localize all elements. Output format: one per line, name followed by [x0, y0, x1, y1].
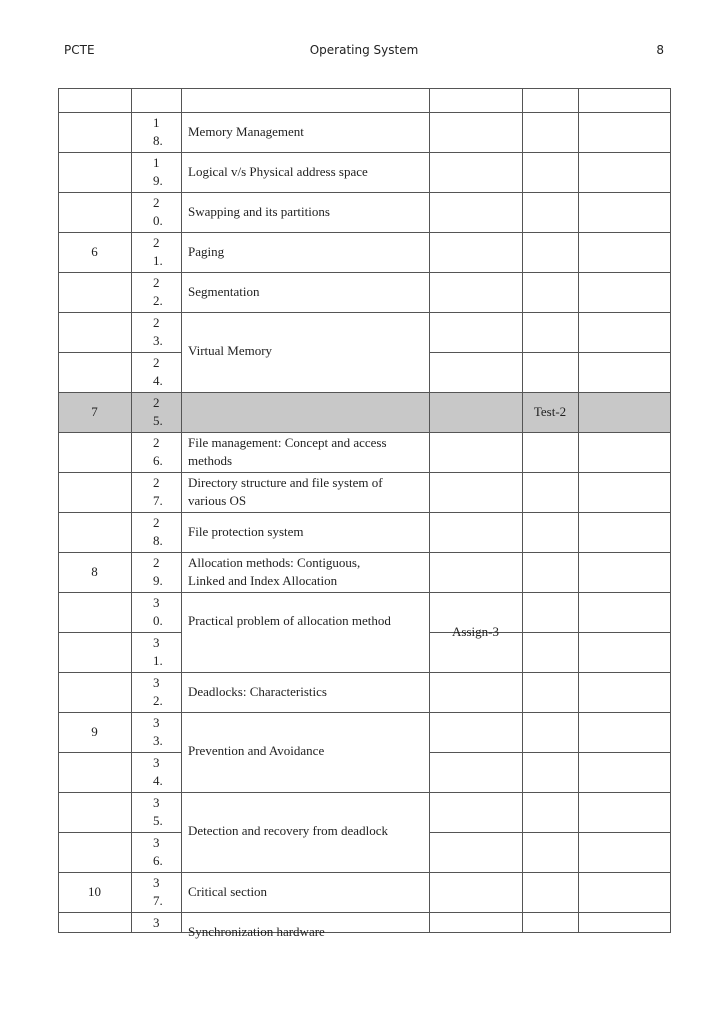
schedule-cell: [429, 152, 523, 193]
schedule-cell: [578, 152, 671, 193]
week-cell: [58, 152, 132, 193]
lecture-number: 2 9.: [153, 555, 163, 588]
schedule-cell: [578, 792, 671, 833]
topic-text: Swapping and its partitions: [188, 204, 330, 219]
schedule-cell: [522, 112, 579, 153]
schedule-cell: [578, 632, 671, 673]
week-number: 9: [91, 724, 98, 739]
header-cell: [58, 88, 132, 113]
topic-text: Synchronization hardware: [188, 924, 325, 939]
schedule-cell: [578, 712, 671, 753]
schedule-cell: [578, 912, 671, 933]
topic-text: Deadlocks: Characteristics: [188, 684, 327, 699]
topic-text: Practical problem of allocation method: [188, 613, 391, 628]
schedule-cell: [578, 592, 671, 633]
schedule-cell: [429, 712, 523, 753]
header-cell: [578, 88, 671, 113]
lecture-number: 3 1.: [153, 635, 163, 668]
schedule-cell: [429, 192, 523, 233]
week-cell: [58, 752, 132, 793]
schedule-cell: [578, 352, 671, 393]
header-title: Operating System: [309, 43, 419, 57]
lecture-number: 2 8.: [153, 515, 163, 548]
schedule-cell: [429, 272, 523, 313]
lecture-number: 2 5.: [153, 395, 163, 428]
schedule-cell: [522, 592, 579, 633]
schedule-cell: [578, 552, 671, 593]
schedule-cell: [578, 752, 671, 793]
topic-text: Directory structure and file system of various OS: [188, 475, 383, 508]
week-cell: [58, 472, 132, 513]
schedule-cell: [522, 912, 579, 933]
lecture-number: 3 3.: [153, 715, 163, 748]
schedule-cell: [429, 472, 523, 513]
schedule-cell: [429, 792, 523, 833]
schedule-cell: [578, 312, 671, 353]
week-cell: [58, 192, 132, 233]
topic-text: Memory Management: [188, 124, 304, 139]
lecture-number: 2 6.: [153, 435, 163, 468]
schedule-cell: [578, 232, 671, 273]
schedule-cell: [429, 432, 523, 473]
schedule-cell: [429, 832, 523, 873]
schedule-cell: [578, 392, 671, 433]
header-cell: [522, 88, 579, 113]
schedule-cell: [522, 432, 579, 473]
lecture-number: 3 4.: [153, 755, 163, 788]
schedule-cell: [522, 312, 579, 353]
lecture-number: 3 7.: [153, 875, 163, 908]
schedule-cell: [429, 512, 523, 553]
schedule-cell: [429, 352, 523, 393]
topic-cell-merged: [181, 592, 430, 673]
week-cell: [58, 312, 132, 353]
lecture-number: 1 8.: [153, 115, 163, 148]
topic-text: Detection and recovery from deadlock: [188, 823, 388, 838]
topic-text: Segmentation: [188, 284, 260, 299]
schedule-cell: [522, 152, 579, 193]
schedule-cell: [578, 272, 671, 313]
lecture-number: 2 2.: [153, 275, 163, 308]
lecture-number: 2 1.: [153, 235, 163, 268]
week-cell: [58, 632, 132, 673]
week-cell: [58, 352, 132, 393]
lecture-number: 1 9.: [153, 155, 163, 188]
week-cell: [58, 592, 132, 633]
schedule-cell: [522, 792, 579, 833]
week-cell: [58, 912, 132, 933]
schedule-cell: [578, 192, 671, 233]
schedule-cell: [522, 632, 579, 673]
schedule-cell: [578, 512, 671, 553]
schedule-cell: [578, 432, 671, 473]
topic-text: File management: Concept and access methods: [188, 435, 387, 468]
schedule-cell: [429, 872, 523, 913]
lecture-number: 3 0.: [153, 595, 163, 628]
schedule-cell: [429, 112, 523, 153]
lecture-number: 2 7.: [153, 475, 163, 508]
schedule-cell: [522, 872, 579, 913]
lecture-number: 2 3.: [153, 315, 163, 348]
schedule-cell: [522, 272, 579, 313]
week-number: 6: [91, 244, 98, 259]
schedule-cell: [522, 552, 579, 593]
schedule-cell: [429, 392, 523, 433]
header-cell: [181, 88, 430, 113]
schedule-cell: [429, 912, 523, 933]
week-cell: [58, 832, 132, 873]
lecture-number: 3 2.: [153, 675, 163, 708]
week-cell: [58, 672, 132, 713]
week-cell: [58, 272, 132, 313]
schedule-cell: [522, 352, 579, 393]
schedule-cell: [578, 472, 671, 513]
schedule-cell: [522, 512, 579, 553]
schedule-cell: [522, 192, 579, 233]
topic-text: Prevention and Avoidance: [188, 743, 325, 758]
topic-text: Logical v/s Physical address space: [188, 164, 368, 179]
schedule-cell: [578, 872, 671, 913]
schedule-cell: [522, 752, 579, 793]
schedule-cell: [429, 552, 523, 593]
topic-text: File protection system: [188, 524, 304, 539]
topic-text: Paging: [188, 244, 225, 259]
week-number: 10: [88, 884, 101, 899]
schedule-cell: [429, 312, 523, 353]
lecture-number: 3: [153, 915, 160, 930]
schedule-cell: [429, 752, 523, 793]
test-label: Test-2: [533, 404, 567, 419]
schedule-cell: [522, 832, 579, 873]
header-cell: [429, 88, 523, 113]
topic-text: Allocation methods: Contiguous, Linked and Index Allocation: [188, 555, 361, 588]
schedule-cell: [578, 112, 671, 153]
topic-text: Critical section: [188, 884, 268, 899]
topic-text: Virtual Memory: [188, 343, 273, 358]
schedule-cell: [522, 472, 579, 513]
topic-cell: [181, 392, 430, 433]
schedule-cell: [522, 672, 579, 713]
lecture-number: 2 4.: [153, 355, 163, 388]
header-cell: [131, 88, 182, 113]
page-number: 8: [656, 43, 664, 57]
week-number: 7: [91, 404, 98, 419]
week-number: 8: [91, 564, 98, 579]
lecture-number: 3 5.: [153, 795, 163, 828]
week-cell: [58, 112, 132, 153]
schedule-cell: [522, 712, 579, 753]
schedule-cell: [522, 232, 579, 273]
week-cell: [58, 512, 132, 553]
schedule-cell: [429, 232, 523, 273]
week-cell: [58, 432, 132, 473]
lecture-number: 3 6.: [153, 835, 163, 868]
schedule-cell: [578, 672, 671, 713]
lecture-number: 2 0.: [153, 195, 163, 228]
week-cell: [58, 792, 132, 833]
header-left: PCTE: [64, 43, 95, 57]
assignment-label: Assign-3: [452, 624, 499, 639]
schedule-cell: [578, 832, 671, 873]
schedule-table: [58, 88, 670, 939]
schedule-cell: [429, 672, 523, 713]
